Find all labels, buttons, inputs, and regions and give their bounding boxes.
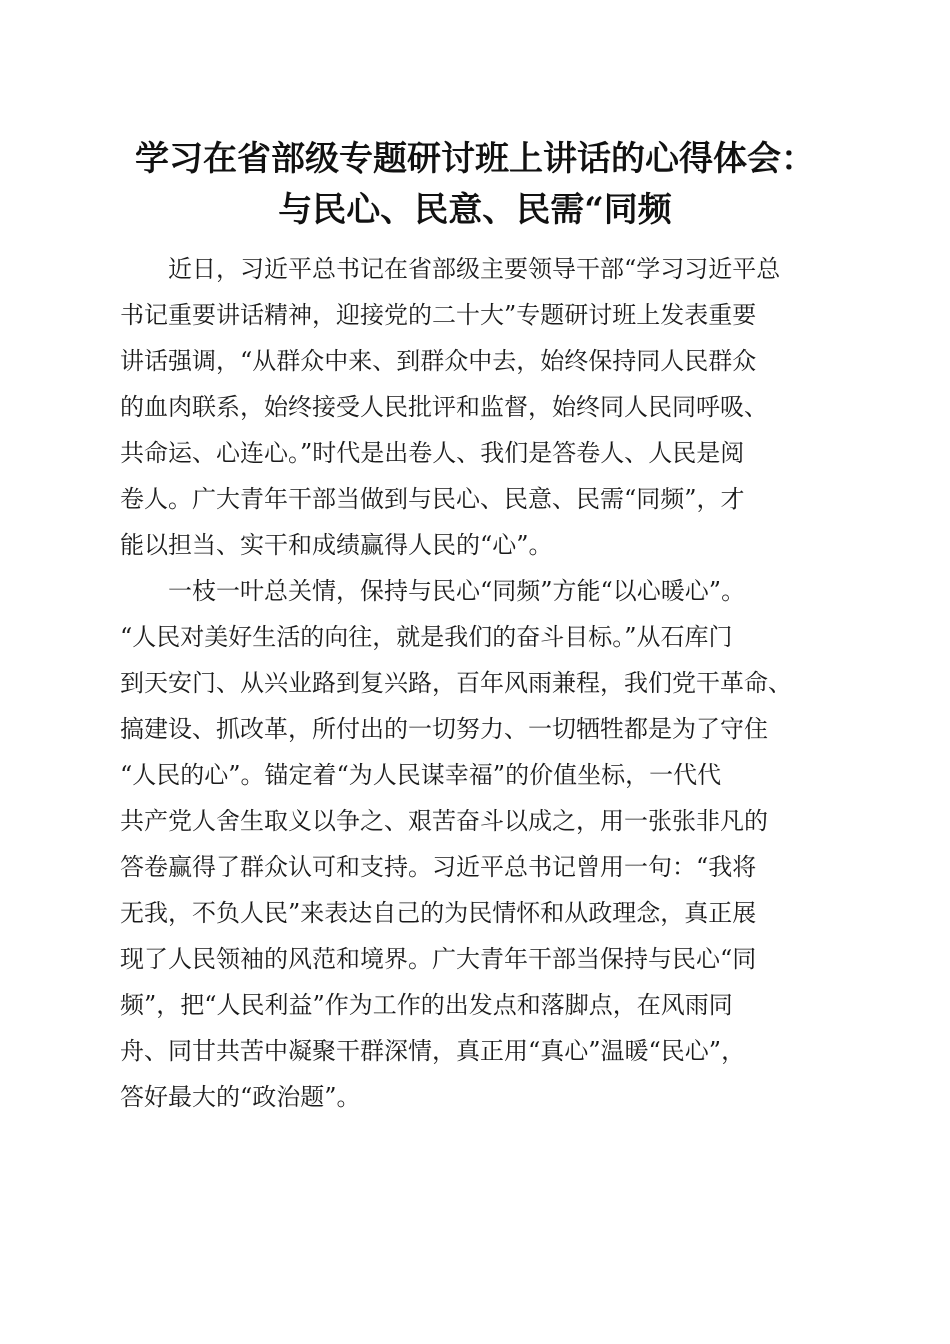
body-line: 搞建设、抓改革，所付出的一切努力、一切牺牲都是为了守住	[120, 715, 768, 743]
body-line: 近日，习近平总书记在省部级主要领导干部“学习习近平总	[120, 255, 781, 283]
document-body	[120, 246, 832, 1120]
body-line: 共产党人舍生取义以争之、艰苦奋斗以成之，用一张张非凡的	[120, 807, 768, 835]
body-line: 到天安门、从兴业路到复兴路，百年风雨兼程，我们党干革命、	[120, 669, 792, 697]
title-line-1: 学习在省部级专题研讨班上讲话的心得体会：	[135, 139, 815, 179]
body-line: 答卷赢得了群众认可和支持。习近平总书记曾用一句：“我将	[120, 853, 757, 881]
body-line: 共命运、心连心。”时代是出卷人、我们是答卷人、人民是阅	[120, 439, 745, 467]
body-line: 频”，把“人民利益”作为工作的出发点和落脚点，在风雨同	[120, 991, 733, 1019]
body-line: 无我，不负人民”来表达自己的为民情怀和从政理念，真正展	[120, 899, 757, 927]
body-line: 一枝一叶总关情，保持与民心“同频”方能“以心暖心”。	[120, 577, 746, 605]
body-line: 现了人民领袖的风范和境界。广大青年干部当保持与民心“同	[120, 945, 757, 973]
body-line: 讲话强调，“从群众中来、到群众中去，始终保持同人民群众	[120, 347, 757, 375]
body-line: 能以担当、实干和成绩赢得人民的“心”。	[120, 531, 553, 559]
body-line: “人民的心”。锚定着“为人民谋幸福”的价值坐标，一代代	[120, 761, 722, 789]
body-line: 舟、同甘共苦中凝聚干群深情，真正用“真心”温暖“民心”，	[120, 1037, 746, 1065]
body-line: 的血肉联系，始终接受人民批评和监督，始终同人民同呼吸、	[120, 393, 768, 421]
body-line: 答好最大的“政治题”。	[120, 1083, 361, 1111]
body-line: 卷人。广大青年干部当做到与民心、民意、民需“同频”，才	[120, 485, 745, 513]
body-line: “人民对美好生活的向往，就是我们的奋斗目标。”从石库门	[120, 623, 733, 651]
title-line-2: 与民心、民意、民需“同频	[278, 190, 672, 230]
document-title	[0, 134, 950, 236]
body-line: 书记重要讲话精神，迎接党的二十大”专题研讨班上发表重要	[120, 301, 757, 329]
